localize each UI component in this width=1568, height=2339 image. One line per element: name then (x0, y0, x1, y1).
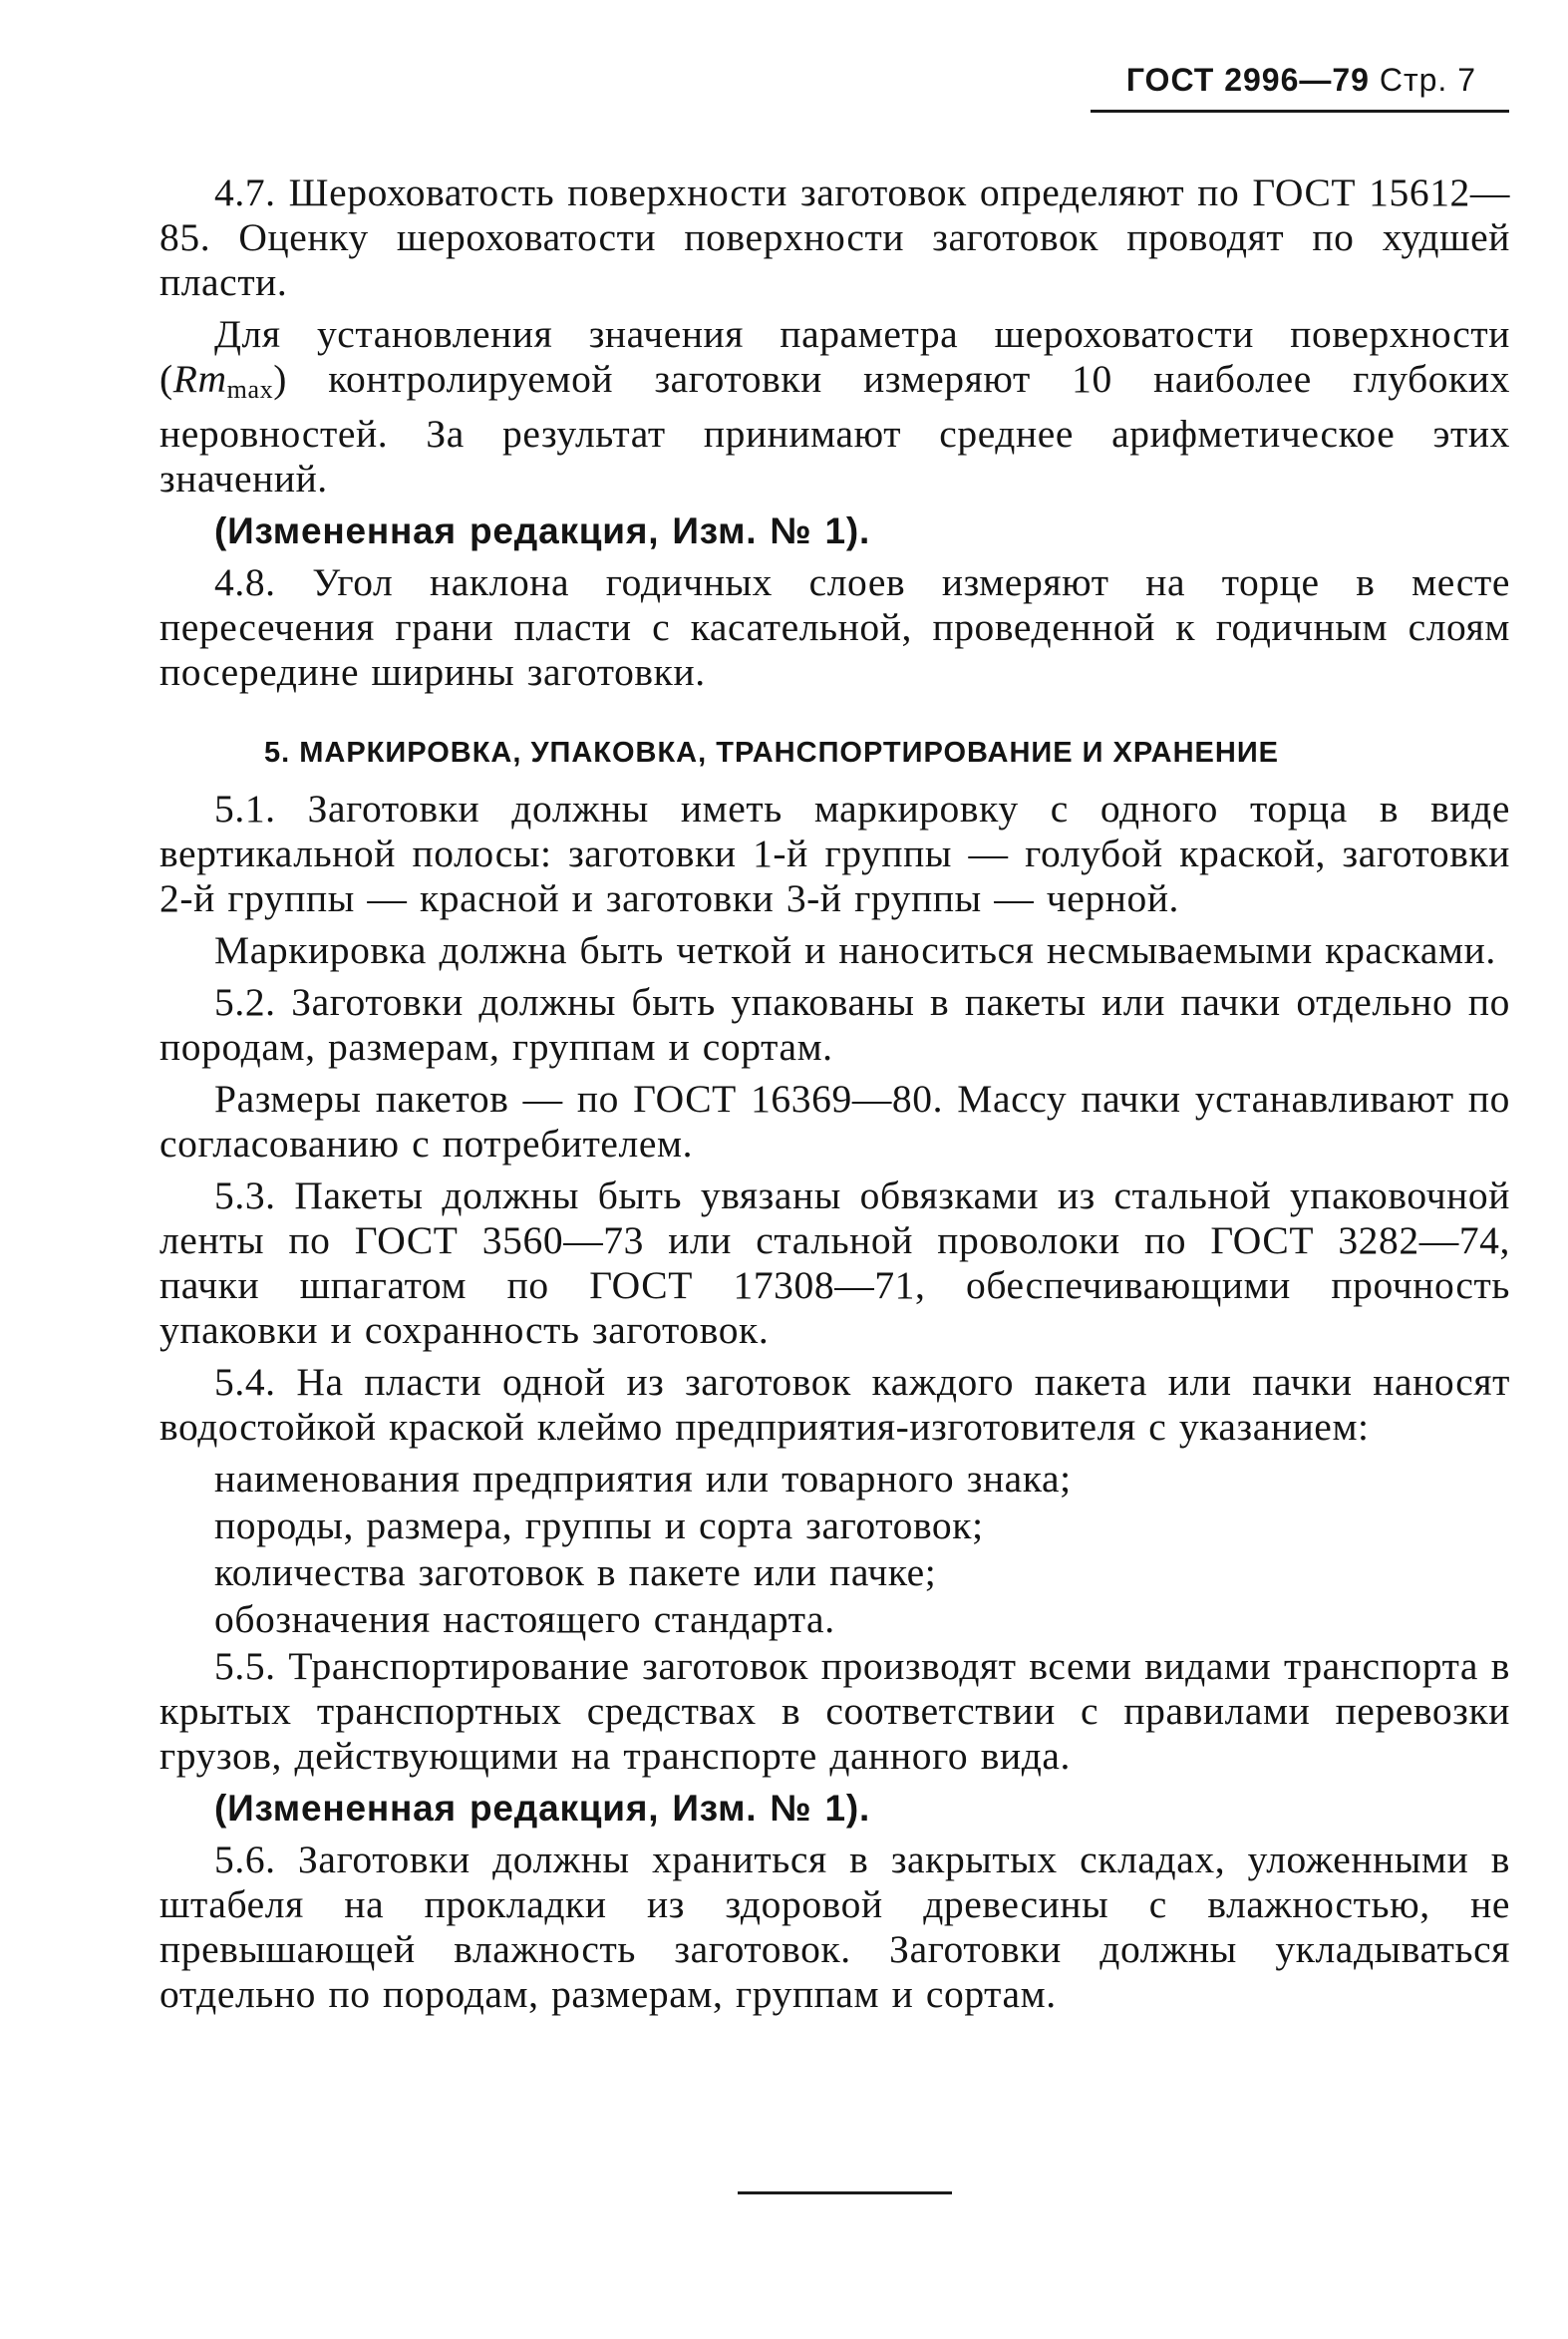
clause-5-4: 5.4. На пласти одной из заготовок каждого пакета или пачки наносят водостойкой краской клеймо предприятия-изготовителя с указанием: (159, 1360, 1510, 1449)
section-5-heading: 5. МАРКИРОВКА, УПАКОВКА, ТРАНСПОРТИРОВАНИЕ И ХРАНЕНИЕ (264, 737, 1280, 769)
list-item: обозначения настоящего стандарта. (214, 1597, 835, 1641)
clause-4-7-text-before: Для установления значения параметра шероховатости поверхности ( (159, 312, 1510, 401)
amendment-note: (Измененная редакция, Изм. № 1). (214, 510, 871, 551)
clause-5-2: 5.2. Заготовки должны быть упакованы в пакеты или пачки отдельно по породам, размерам, группам и сортам. (159, 980, 1510, 1069)
clause-4-7: 4.7. Шероховатость поверхности заготовок определяют по ГОСТ 15612—85. Оценку шероховатости поверхности заготовок проводят по худшей пласти. (159, 170, 1510, 304)
list-item: наименования предприятия или товарного знака; (214, 1457, 1072, 1501)
header-rule (1091, 110, 1509, 113)
clause-5-2-packages: Размеры пакетов — по ГОСТ 16369—80. Массу пачки устанавливают по согласованию с потребителем. (159, 1077, 1510, 1166)
document-body (159, 170, 1510, 2024)
page-number: Стр. 7 (1379, 62, 1476, 98)
running-header (1126, 62, 1476, 99)
roughness-subscript: max (226, 375, 274, 404)
clause-4-7-roughness-parameter (159, 312, 1510, 501)
clause-5-1: 5.1. Заготовки должны иметь маркировку с одного торца в виде вертикальной полосы: заготовки 1-й группы — голубой краской, заготовки 2-й группы — красной и заготовки 3-й группы — черной. (159, 787, 1510, 920)
amendment-note: (Измененная редакция, Изм. № 1). (214, 1788, 871, 1829)
clause-5-6: 5.6. Заготовки должны храниться в закрытых складах, уложенными в штабеля на прокладки из здоровой древесины с влажностью, не превышающей влажность заготовок. Заготовки должны укладываться отдельно по породам, размерам, группам и сортам. (159, 1838, 1510, 2016)
clause-4-7-text-after: ) контролируемой заготовки измеряют 10 наиболее глубоких неровностей. За результат принимают среднее арифметическое этих значений. (159, 357, 1510, 501)
clause-5-1-marking: Маркировка должна быть четкой и наноситься несмываемыми красками. (214, 928, 1496, 972)
clause-4-8: 4.8. Угол наклона годичных слоев измеряют на торце в месте пересечения грани пласти с касательной, проведенной к годичным слоям посередине ширины заготовки. (159, 560, 1510, 694)
list-item: породы, размера, группы и сорта заготовок; (214, 1504, 984, 1547)
clause-5-5: 5.5. Транспортирование заготовок производят всеми видами транспорта в крытых транспортных средствах в соответствии с правилами перевозки грузов, действующими на транспорте данного вида. (159, 1644, 1510, 1778)
list-item: количества заготовок в пакете или пачке; (214, 1550, 937, 1594)
end-rule (738, 2191, 952, 2194)
roughness-symbol: Rm (172, 357, 227, 401)
standard-designation: ГОСТ 2996—79 (1125, 62, 1370, 98)
clause-5-3: 5.3. Пакеты должны быть увязаны обвязками из стальной упаковочной ленты по ГОСТ 3560—73 или стальной проволоки по ГОСТ 3282—74, пачки шпагатом по ГОСТ 17308—71, обеспечивающими прочность упаковки и сохранность заготовок. (159, 1173, 1510, 1352)
